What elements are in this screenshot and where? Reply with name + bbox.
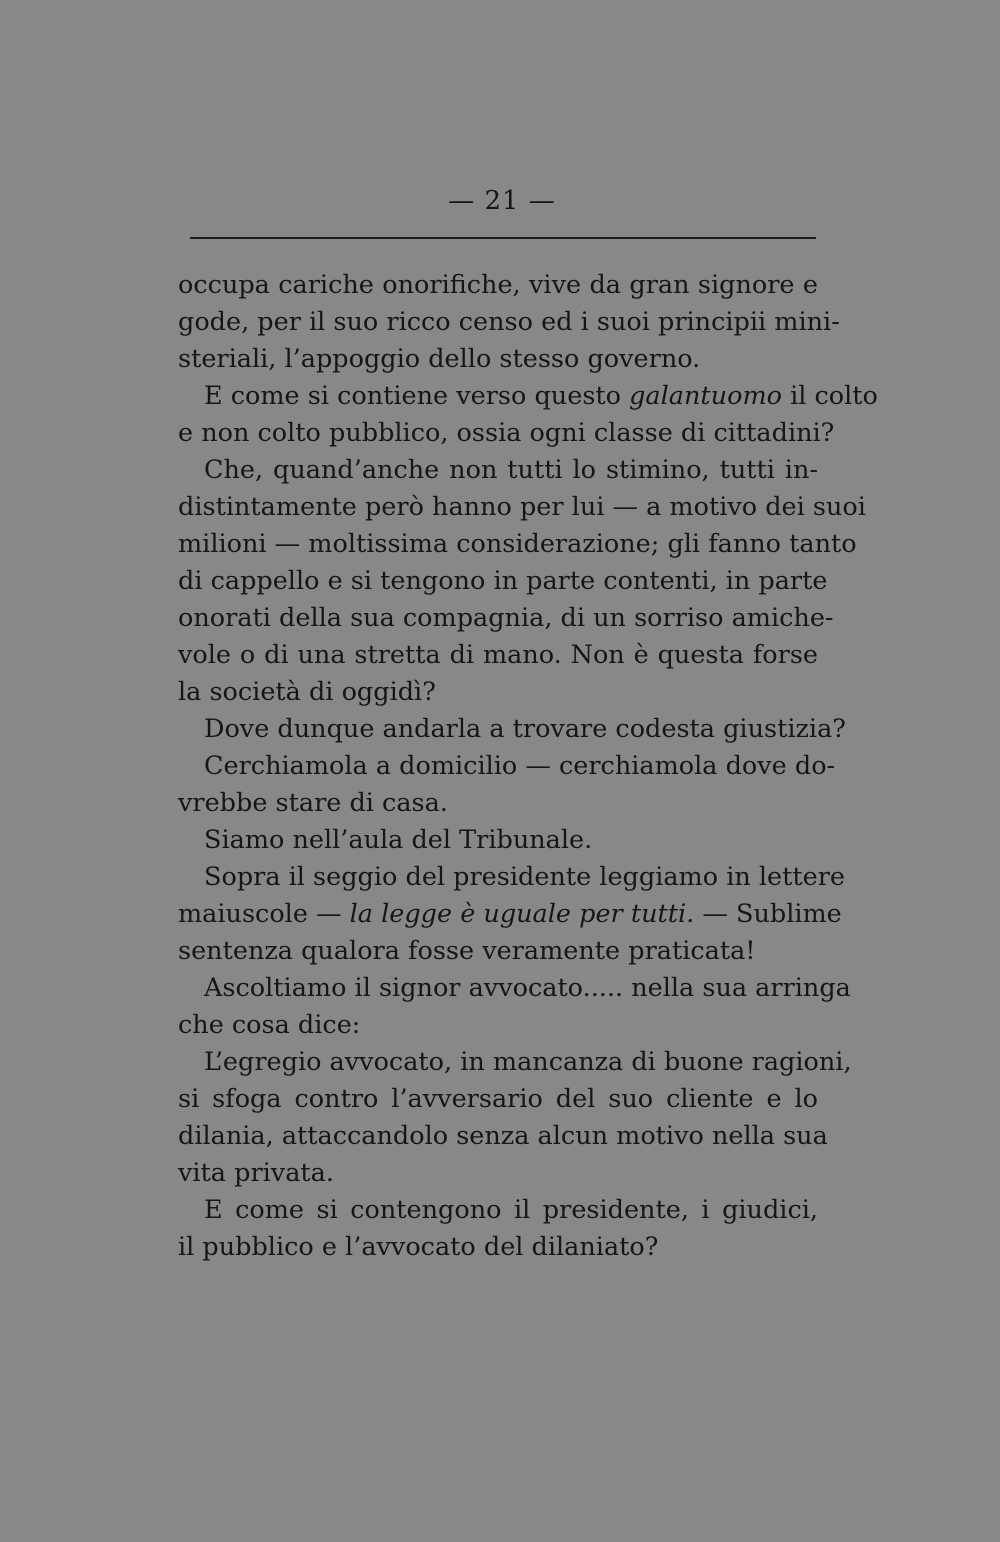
text-line: vole o di una stretta di mano. Non è questa forse <box>178 640 818 670</box>
header-rule <box>190 237 816 239</box>
text-line: steriali, l’appoggio dello stesso governo. <box>178 344 701 374</box>
text-line: gode, per il suo ricco censo ed i suoi principii mini- <box>178 307 840 337</box>
text-line: e non colto pubblico, ossia ogni classe di cittadini? <box>178 418 835 448</box>
text-line: Cerchiamola a domicilio — cerchiamola dove do- <box>204 751 836 781</box>
text-line: di cappello e si tengono in parte contenti, in parte <box>178 566 828 596</box>
text-line: che cosa dice: <box>178 1010 361 1040</box>
page-number: — 21 — <box>448 186 556 216</box>
text-line: dilania, attaccandolo senza alcun motivo nella sua <box>178 1121 828 1151</box>
text-span: — Sublime <box>694 899 842 929</box>
text-line: la società di oggidì? <box>178 677 436 707</box>
text-line: Dove dunque andarla a trovare codesta giustizia? <box>204 714 846 744</box>
body-text <box>178 267 878 1266</box>
text-line: si sfoga contro l’avversario del suo cliente e lo <box>178 1084 818 1114</box>
text-line: onorati della sua compagnia, di un sorriso amiche- <box>178 603 834 633</box>
text-span: il colto <box>781 381 878 411</box>
text-span: maiuscole — <box>178 899 350 929</box>
text-line: milioni — moltissima considerazione; gli fanno tanto <box>178 529 857 559</box>
italic-phrase: la legge è uguale per tutti. <box>349 899 695 929</box>
text-line <box>178 896 842 933</box>
text-span: E come si contiene verso questo <box>204 381 630 411</box>
text-line: distintamente però hanno per lui — a motivo dei suoi <box>178 492 866 522</box>
italic-phrase: galantuomo <box>629 381 782 411</box>
text-line: Sopra il seggio del presidente leggiamo in lettere <box>204 862 845 892</box>
text-line: Siamo nell’aula del Tribunale. <box>204 825 593 855</box>
text-line <box>178 378 878 415</box>
text-line: sentenza qualora fosse veramente praticata! <box>178 936 756 966</box>
text-line: E come si contengono il presidente, i giudici, <box>204 1195 818 1225</box>
text-line: vita privata. <box>178 1158 334 1188</box>
text-line: occupa cariche onorifiche, vive da gran signore e <box>178 270 818 300</box>
text-line: Che, quand’anche non tutti lo stimino, tutti in- <box>204 455 818 485</box>
text-line: L’egregio avvocato, in mancanza di buone ragioni, <box>204 1047 852 1077</box>
text-line: Ascoltiamo il signor avvocato..... nella sua arringa <box>204 973 851 1003</box>
text-line: il pubblico e l’avvocato del dilaniato? <box>178 1232 659 1262</box>
text-line: vrebbe stare di casa. <box>178 788 448 818</box>
